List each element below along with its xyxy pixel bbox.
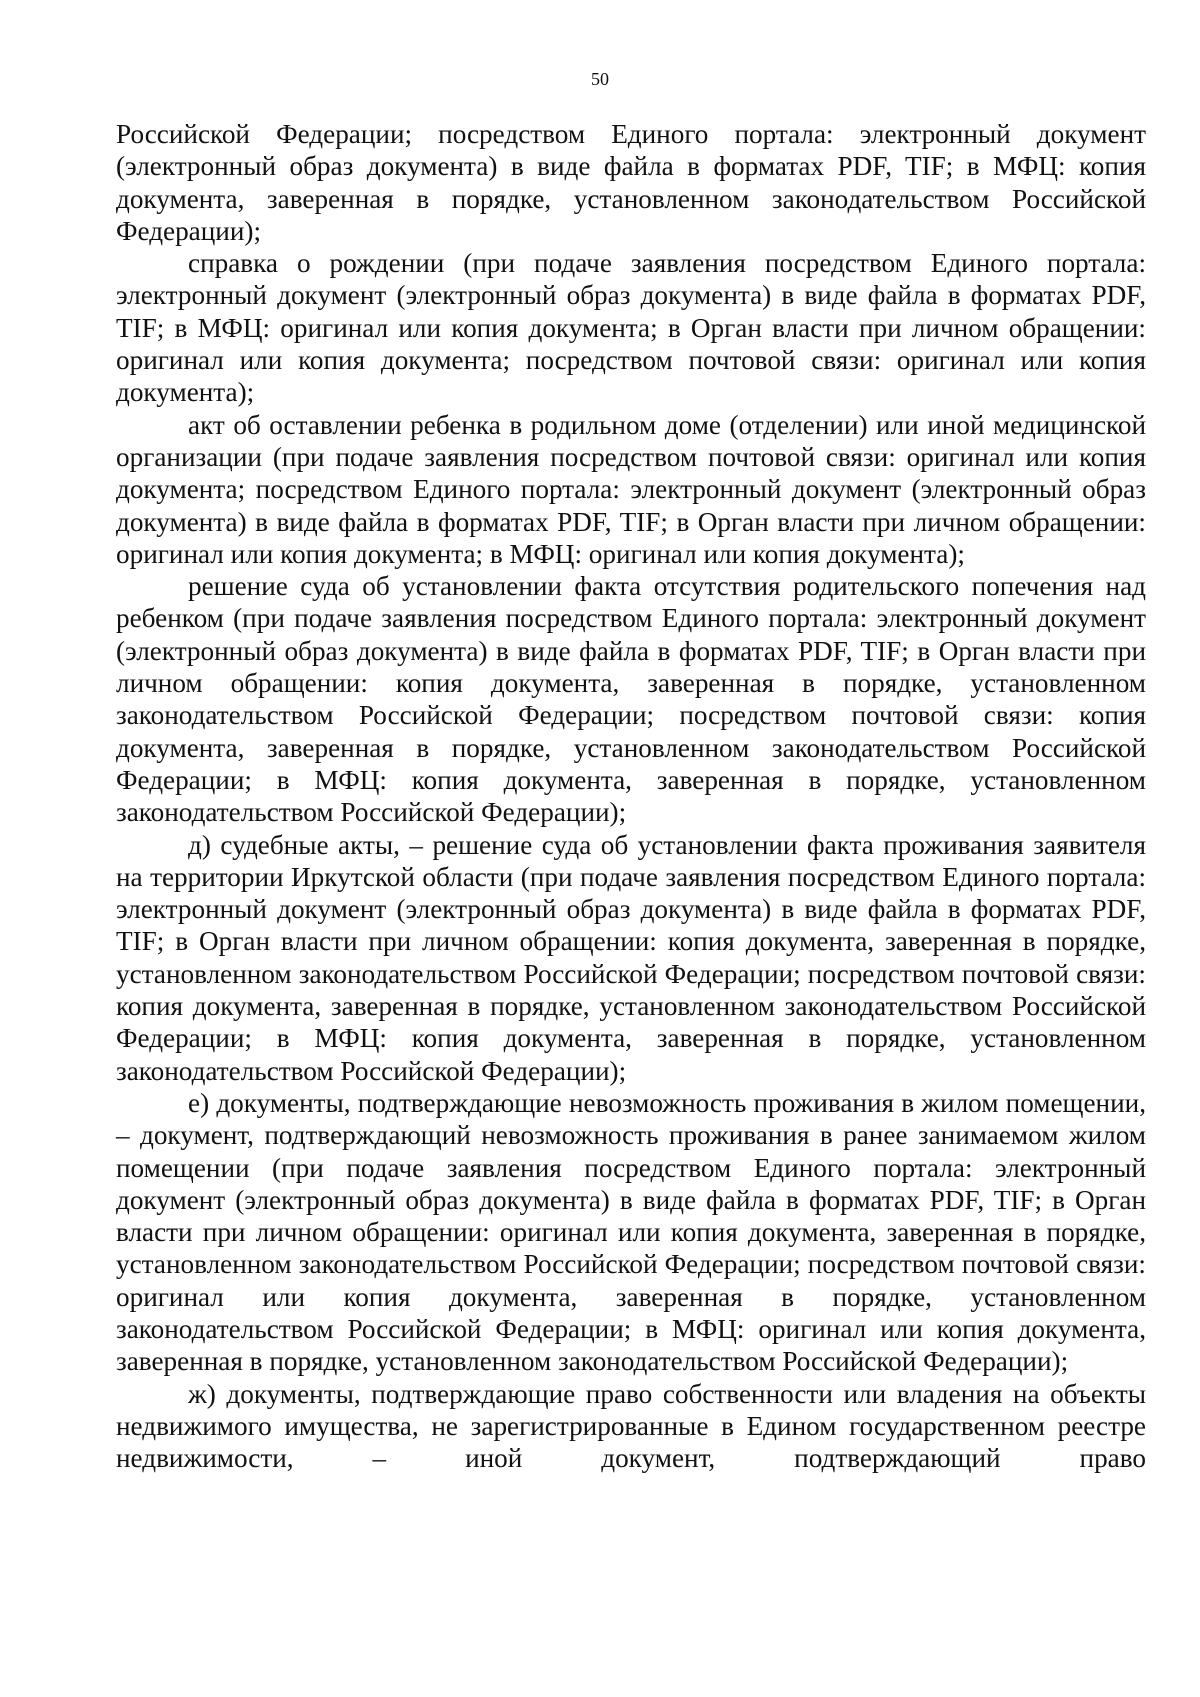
document-body	[116, 118, 1146, 1474]
paragraph-continuation: Российской Федерации; посредством Единого портала: электронный документ (электронный образ документа) в виде файла в форматах PDF, TIF; в МФЦ: копия документа, заверенная в порядке, установленном законодательством Российской Федерации);	[116, 119, 1146, 246]
paragraph-birth-certificate: справка о рождении (при подаче заявления посредством Единого портала: электронный документ (электронный образ документа) в виде файла в форматах PDF, TIF; в МФЦ: оригинал или копия документа; в Орган власти при личном обращении: оригинал или копия документа; посредством почтовой связи: оригинал или копия документа);	[116, 248, 1146, 408]
paragraph-item-e: е) документы, подтверждающие невозможность проживания в жилом помещении, – документ, подтверждающий невозможность проживания в ранее занимаемом жилом помещении (при подаче заявления посредством Единого портала: электронный документ (электронный образ документа) в виде файла в форматах PDF, TIF; в Орган власти при личном обращении: оригинал или копия документа, заверенная в порядке, установленном законодательством Российской Федерации; посредством почтовой связи: оригинал или копия документа, заверенная в порядке, установленном законодательством Российской Федерации; в МФЦ: оригинал или копия документа, заверенная в порядке, установленном законодательством Российской Федерации);	[116, 1087, 1146, 1377]
paragraph-item-zh: ж) документы, подтверждающие право собственности или владения на объекты недвижимого имущества, не зарегистрированные в Едином государственном реестре недвижимости, – иной документ, подтверждающий право	[116, 1378, 1146, 1474]
paragraph-item-d: д) судебные акты, – решение суда об установлении факта проживания заявителя на территории Иркутской области (при подаче заявления посредством Единого портала: электронный документ (электронный образ документа) в виде файла в форматах PDF, TIF; в Орган власти при личном обращении: копия документа, заверенная в порядке, установленном законодательством Российской Федерации; посредством почтовой связи: копия документа, заверенная в порядке, установленном законодательством Российской Федерации; в МФЦ: копия документа, заверенная в порядке, установленном законодательством Российской Федерации);	[116, 829, 1146, 1086]
paragraph-abandonment-act: акт об оставлении ребенка в родильном доме (отделении) или иной медицинской организации (при подаче заявления посредством почтовой связи: оригинал или копия документа; посредством Единого портала: электронный документ (электронный образ документа) в виде файла в форматах PDF, TIF; в Орган власти при личном обращении: оригинал или копия документа; в МФЦ: оригинал или копия документа);	[116, 409, 1146, 569]
paragraph-court-decision-care: решение суда об установлении факта отсутствия родительского попечения над ребенком (при подаче заявления посредством Единого портала: электронный документ (электронный образ документа) в виде файла в форматах PDF, TIF; в Орган власти при личном обращении: копия документа, заверенная в порядке, установленном законодательством Российской Федерации; посредством почтовой связи: копия документа, заверенная в порядке, установленном законодательством Российской Федерации; в МФЦ: копия документа, заверенная в порядке, установленном законодательством Российской Федерации);	[116, 571, 1146, 828]
page-number: 50	[591, 69, 609, 89]
